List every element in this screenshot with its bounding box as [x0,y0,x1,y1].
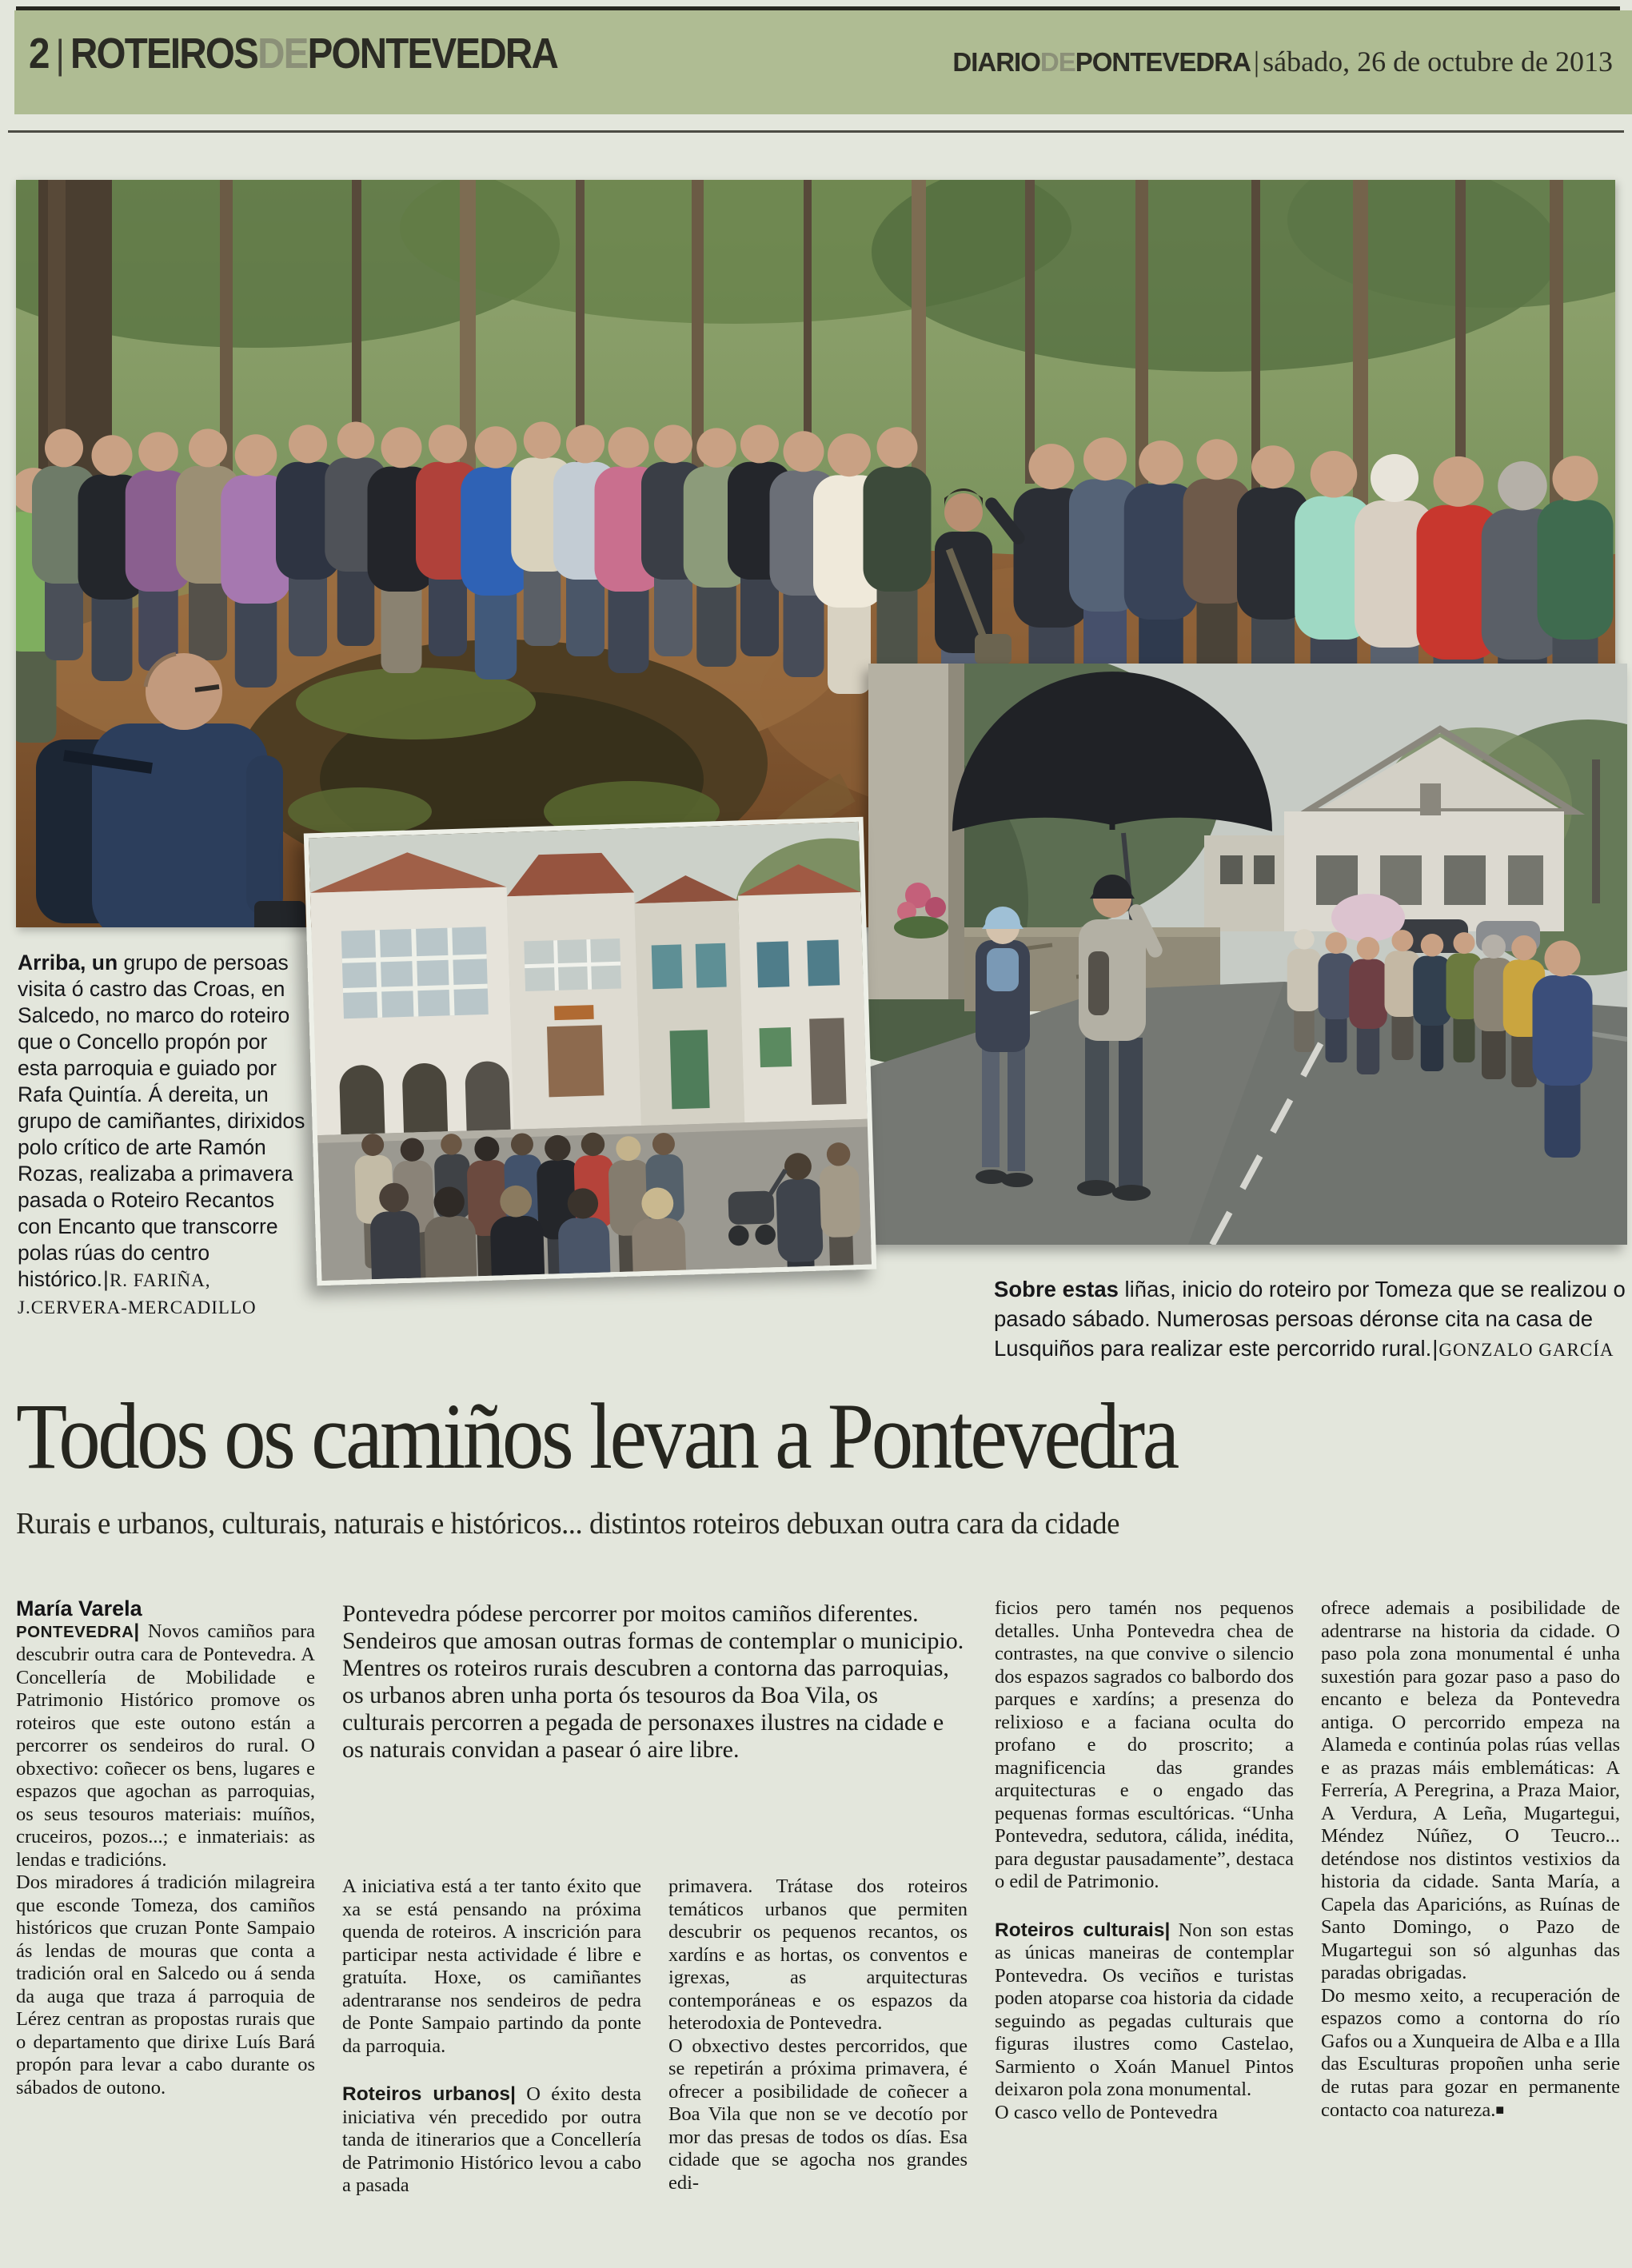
paragraph: ficios pero tamén nos pequenos detalles. Unha Pontevedra chea de contrastes, na que convive o silencio dos espazos sagrados co balbordo dos parques e xardíns; a presenza do relixioso e a faciana oculta do profano e do proscrito; a magnificencia das grandes arquitecturas e o engado das pequenas formas escultóricas. “Unha Pontevedra, sedutora, cálida, inédita, para degustar pausadamente”, destaca o edil de Patrimonio. [995,1597,1294,1892]
caption-lead: Arriba, un [18,951,118,975]
photo-tomeza-walk [868,664,1627,1245]
paragraph: Roteiros culturais| Non son estas as únicas maneiras de contemplar Pontevedra. Os veciños e turistas poden atoparse coa historia da cidade seguindo as pegadas culturais que figuras ilustres como Castelao, Sarmiento o Xoán Manuel Pintos deixaron pola zona monumental. [995,1919,1294,2100]
dateline: PONTEVEDRA [16,1622,134,1641]
paragraph: ofrece ademais a posibilidade de adentrarse na historia da cidade. O paso pola zona monumental é unha suxestión para gozar paso a paso do encanto e beleza da Pontevedra antiga. O percorrido empeza na Alameda e continúa polas rúas vellas e as prazas máis emblemáticas: A Ferrería, A Peregrina, a Praza Maior, A Verdura, A Leña, Mugartegui, Méndez Núñez, O Teucro... deténdose nos distintos vestixios da historia da cidade. Santa María, a Capela das Aparicións, as Ruínas de Santo Domingo, o Pazo de Mugartegui son só algunhas das paradas obrigadas. [1321,1597,1620,1983]
headline: Todos os camiños levan a Pontevedra [16,1384,1177,1489]
caption-main-photo: Arriba, un grupo de persoas visita ó castro das Croas, en Salcedo, no marco do roteiro que o Concello propón por esta parroquia e guiado por Rafa Quintía. Á dereita, un grupo de camiñantes, dirixidos polo crítico de arte Ramón Rozas, realizaba a primavera pasada o Roteiro Recantos con Encanto que transcorre polas rúas do centro histórico.|R. FARIÑA, J.CERVERA-MERCADILLO [18,951,305,1317]
edition-date: sábado, 26 de octubre de 2013 [1263,46,1613,78]
section-title: ROTEIROS [70,30,258,78]
masthead-pontevedra: PONTEVEDRA [1075,47,1251,77]
column-3 [668,1875,968,2194]
photo-credit: GONZALO GARCÍA [1438,1340,1614,1360]
subhead: Rurais e urbanos, culturais, naturais e históricos... distintos roteiros debuxan outra cara da cidade [16,1507,1119,1541]
page-number: 2 [29,30,49,78]
paragraph: A iniciativa está a ter tanto éxito que xa se está pensando na próxima quenda de roteiros. A inscrición para participar nesta actividade é libre e gratuíta. Hoxe, os camiñantes adentraranse nos sendeiros de pedra de Ponte Sampaio partindo da ponte da parroquia. [342,1875,641,2057]
photo-credit: R. FARIÑA, J.CERVERA-MERCADILLO [18,1270,257,1317]
column-5 [1321,1597,1620,2123]
caption-lead: Sobre estas [994,1277,1119,1301]
photo-old-town-square [304,817,876,1286]
masthead-diario: DIARIO [952,47,1040,77]
divider-bar: | [55,32,64,77]
paragraph: Roteiros urbanos| O éxito desta iniciativa vén precedido por outra tanda de itinerarios que a Concellería de Patrimonio Histórico levou a cabo a pasada [342,2083,641,2196]
column-4 [995,1597,1294,2124]
section-header [29,29,557,78]
section-kicker: Roteiros culturais [995,1919,1165,1941]
paragraph: PONTEVEDRA| Novos camiños para descubrir outra cara de Pontevedra. A Concellería de Mobilidade e Patrimonio Histórico promove os roteiros que este outono están a percorrer os sendeiros do rural. O obxectivo: coñecer os bens, lugares e espazos que agochan as parroquias, os seus tesouros materiais: muíños, cruceiros, pozos...; e inmateriais: as lendas e tradicións. [16,1620,315,1871]
column-2 [342,1875,641,2198]
masthead-divider: | [1253,46,1260,78]
lede-paragraph: Pontevedra pódese percorrer por moitos camiños diferentes. Sendeiros que amosan outras formas de contemplar o municipio. Mentres os roteiros rurais descubren a contorna das parroquias, os urbanos abren unha porta ós tesouros da Boa Vila, os culturais percorren a pegada de personaxes ilustres na cidade e os naturais convidan a pasear ó aire libre. [342,1600,964,1763]
rainy-road-scene [868,664,1627,1245]
byline: María Varela [16,1596,142,1620]
paragraph: O obxectivo destes percorridos, que se repetirán a próxima primavera, é ofrecer a posibilidade de coñecer a Boa Vila que non se ve decotío por mor das presas de todos os días. Esa cidade que se agocha nos grandes edi- [668,2035,968,2194]
paragraph: Dos miradores á tradición milagreira que esconde Tomeza, dos camiños históricos que cruzan Ponte Sampaio ás lendas de mouras que conta a tradición oral en Salcedo ou á senda da auga que traza á parroquia de Lérez centran as propostas rurais que o departamento que dirixe Luís Bará propón para levar a cabo durante os sábados de outono. [16,1871,315,2099]
masthead-de: DE [1039,47,1075,77]
header-rule [8,130,1624,133]
section-title-place: PONTEVEDRA [307,30,558,78]
end-mark: ■ [1495,2102,1505,2118]
section-kicker: Roteiros urbanos [342,2083,511,2105]
caption-text: grupo de persoas visita ó castro das Croas, en Salcedo, no marco do roteiro que o Concello propón por esta parroquia e guiado por Rafa Quintía. Á dereita, un grupo de camiñantes, dirixidos polo crítico de arte Ramón Rozas, realizaba a primavera pasada o Roteiro Recantos con Encanto que transcorre polas rúas do centro histórico. [18,951,305,1291]
masthead [952,45,1613,78]
old-town-square-scene [309,822,872,1281]
caption-road-photo: Sobre estas liñas, inicio do roteiro por Tomeza que se realizou o pasado sábado. Numerosas persoas déronse cita na casa de Lusquiños para realizar este percorrido rural.|GONZALO GARCÍA [994,1277,1626,1361]
paragraph: primavera. Trátase dos roteiros temáticos urbanos que permiten descubrir os pequenos recantos, os xardíns e as hortas, os conventos e igrexas, as arquitecturas contemporáneas e os espazos da heterodoxia de Pontevedra. [668,1875,968,2034]
paragraph: O casco vello de Pontevedra [995,2101,1218,2123]
paragraph: Do mesmo xeito, a recuperación de espazos como a contorna do río Gafos ou a Xunqueira de Alba e a Illa das Esculturas propoñen unha serie de rutas para gozar en permanente contacto coa natureza.■ [1321,1984,1620,2121]
caption-text: liñas, inicio do roteiro por Tomeza que se realizou o pasado sábado. Numerosas persoas déronse cita na casa de Lusquiños para realizar este percorrido rural. [994,1277,1626,1361]
column-1 [16,1597,315,2099]
section-title-de: DE [257,30,308,78]
